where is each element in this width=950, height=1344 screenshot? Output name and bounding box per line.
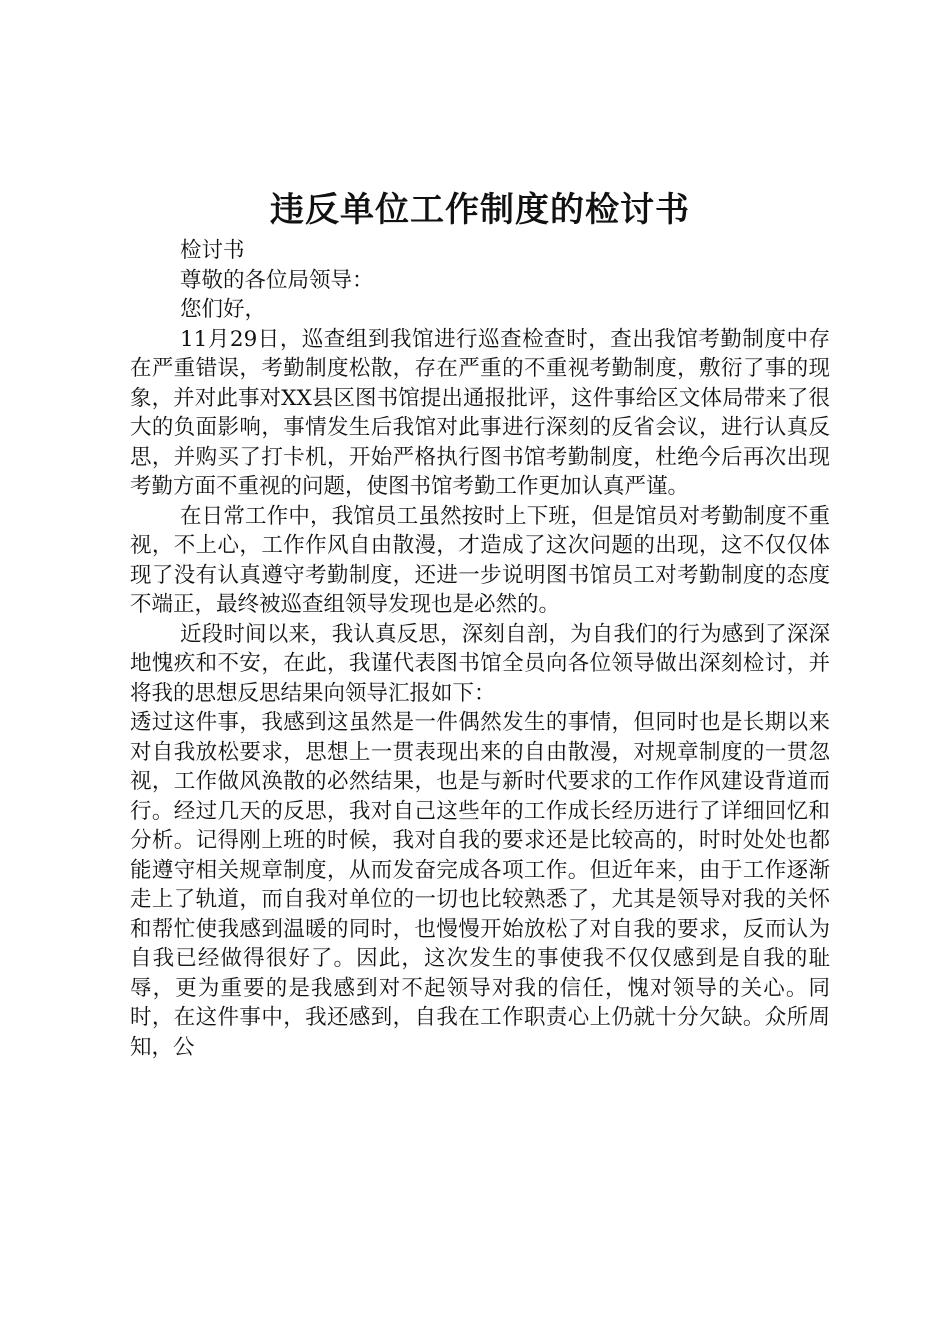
greeting-line: 您们好， — [180, 297, 267, 322]
heading-line: 检讨书 — [180, 238, 245, 263]
salutation-line: 尊敬的各位局领导： — [180, 267, 374, 293]
paragraph-incident: 11月29日，巡查组到我馆进行巡查检查时，查出我馆考勤制度中存在严重错误，考勤制度松散，存在严重的不重视考勤制度，敷衍了事的现象，并对此事对XX县区图书馆提出通报批评，这件事给区文体局带来了很大的负面影响，事情发生后我馆对此事进行深刻的反省会议，进行认真反思，并购买了打卡机，开始严格执行图书馆考勤制度，杜绝今后再次出现考勤方面不重视的问题，使图书馆考勤工作更加认真严谨。 — [130, 326, 830, 499]
paragraph-analysis: 透过这件事，我感到这虽然是一件偶然发生的事情，但同时也是长期以来对自我放松要求，思想上一贯表现出来的自由散漫，对规章制度的一贯忽视，工作做风涣散的必然结果，也是与新时代要求的工作作风建设背道而行。经过几天的反思，我对自己这些年的工作成长经历进行了详细回忆和分析。记得刚上班的时候，我对自我的要求还是比较高的，时时处处也都能遵守相关规章制度，从而发奋完成各项工作。但近年来，由于工作逐渐走上了轨道，而自我对单位的一切也比较熟悉了，尤其是领导对我的关怀和帮忙使我感到温暖的同时，也慢慢开始放松了对自我的要求，反而认为自我已经做得很好了。因此，这次发生的事使我不仅仅感到是自我的耻辱，更为重要的是我感到对不起领导对我的信任，愧对领导的关心。同时，在这件事中，我还感到，自我在工作职责心上仍就十分欠缺。众所周知，公 — [130, 710, 830, 1060]
document-title: 违反单位工作制度的检讨书 — [270, 190, 690, 230]
paragraph-daily-work: 在日常工作中，我馆员工虽然按时上下班，但是馆员对考勤制度不重视，不上心，工作作风自由散漫，才造成了这次问题的出现，这不仅仅体现了没有认真遵守考勤制度，还进一步说明图书馆员工对考勤制度的态度不端正，最终被巡查组领导发现也是必然的。 — [130, 503, 830, 617]
paragraph-reflection: 近段时间以来，我认真反思，深刻自剖，为自我们的行为感到了深深地愧疚和不安，在此，我谨代表图书馆全员向各位领导做出深刻检讨，并将我的思想反思结果向领导汇报如下： — [130, 621, 830, 706]
document-page — [130, 190, 830, 1062]
